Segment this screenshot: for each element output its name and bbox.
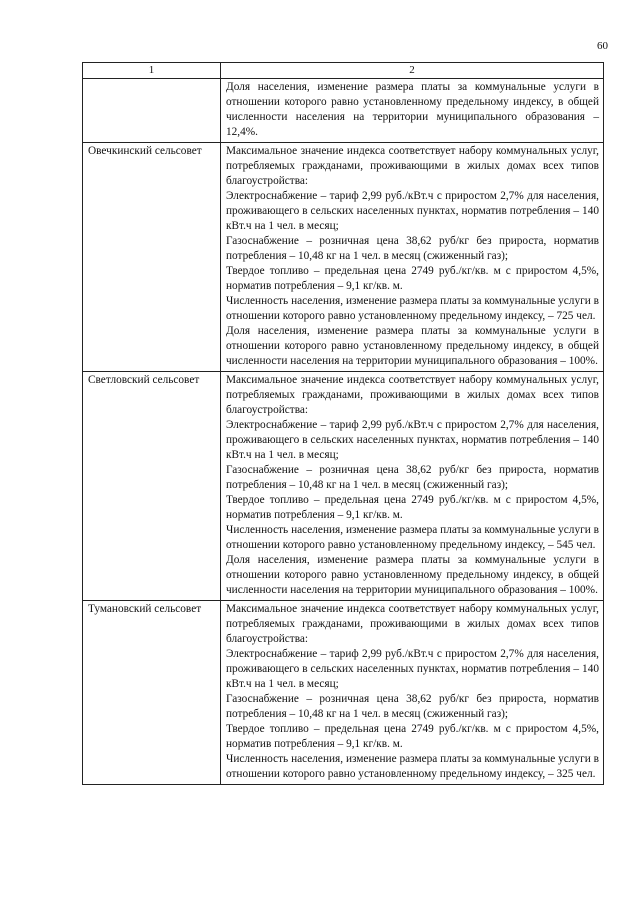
table-row [83, 372, 604, 601]
description-paragraph: Твердое топливо – предельная цена 2749 руб./кг/кв. м с приростом 4,5%, норматив потребления – 9,1 кг/кв. м. [226, 494, 599, 521]
description-paragraph: Газоснабжение – розничная цена 38,62 руб/кг без прироста, норматив потребления – 10,48 кг на 1 чел. в месяц (сжиженный газ); [226, 235, 599, 262]
description-paragraph: Твердое топливо – предельная цена 2749 руб./кг/кв. м с приростом 4,5%, норматив потребления – 9,1 кг/кв. м. [226, 723, 599, 750]
description-paragraph: Газоснабжение – розничная цена 38,62 руб/кг без прироста, норматив потребления – 10,48 кг на 1 чел. в месяц (сжиженный газ); [226, 464, 599, 491]
column-header-2: 2 [221, 63, 604, 79]
description-paragraph: Максимальное значение индекса соответствует набору коммунальных услуг, потребляемых гражданами, проживающими в жилых домах всех типов благоустройства: [226, 603, 599, 645]
municipality-description [221, 601, 604, 785]
municipality-name [83, 79, 221, 143]
table-row [83, 143, 604, 372]
tariff-table [82, 62, 604, 785]
municipality-name: Овечкинский сельсовет [83, 143, 221, 372]
description-paragraph: Максимальное значение индекса соответствует набору коммунальных услуг, потребляемых гражданами, проживающими в жилых домах всех типов благоустройства: [226, 374, 599, 416]
table-row [83, 79, 604, 143]
column-header-1: 1 [83, 63, 221, 79]
page-number: 60 [597, 40, 608, 52]
table-header-row [83, 63, 604, 79]
description-paragraph: Твердое топливо – предельная цена 2749 руб./кг/кв. м с приростом 4,5%, норматив потребления – 9,1 кг/кв. м. [226, 265, 599, 292]
description-paragraph: Электроснабжение – тариф 2,99 руб./кВт.ч с приростом 2,7% для населения, проживающего в сельских населенных пунктах, норматив потребления – 140 кВт.ч на 1 чел. в месяц; [226, 419, 599, 461]
description-paragraph: Доля населения, изменение размера платы за коммунальные услуги в отношении которого равно установленному предельному индексу, в общей численности населения на территории муниципального образования – 100%. [226, 325, 599, 367]
description-paragraph: Электроснабжение – тариф 2,99 руб./кВт.ч с приростом 2,7% для населения, проживающего в сельских населенных пунктах, норматив потребления – 140 кВт.ч на 1 чел. в месяц; [226, 190, 599, 232]
description-paragraph: Доля населения, изменение размера платы за коммунальные услуги в отношении которого равно установленному предельному индексу, в общей численности населения на территории муниципального образования – 12,4%. [226, 81, 599, 138]
description-paragraph: Газоснабжение – розничная цена 38,62 руб/кг без прироста, норматив потребления – 10,48 кг на 1 чел. в месяц (сжиженный газ); [226, 693, 599, 720]
description-paragraph: Доля населения, изменение размера платы за коммунальные услуги в отношении которого равно установленному предельному индексу, в общей численности населения на территории муниципального образования – 100%. [226, 554, 599, 596]
description-paragraph: Электроснабжение – тариф 2,99 руб./кВт.ч с приростом 2,7% для населения, проживающего в сельских населенных пунктах, норматив потребления – 140 кВт.ч на 1 чел. в месяц; [226, 648, 599, 690]
description-paragraph: Численность населения, изменение размера платы за коммунальные услуги в отношении которого равно установленному предельному индексу, – 545 чел. [226, 524, 599, 551]
municipality-description [221, 79, 604, 143]
municipality-name: Светловский сельсовет [83, 372, 221, 601]
table-row [83, 601, 604, 785]
municipality-description [221, 372, 604, 601]
description-paragraph: Численность населения, изменение размера платы за коммунальные услуги в отношении которого равно установленному предельному индексу, – 725 чел. [226, 295, 599, 322]
description-paragraph: Численность населения, изменение размера платы за коммунальные услуги в отношении которого равно установленному предельному индексу, – 325 чел. [226, 753, 599, 780]
description-paragraph: Максимальное значение индекса соответствует набору коммунальных услуг, потребляемых гражданами, проживающими в жилых домах всех типов благоустройства: [226, 145, 599, 187]
municipality-name: Тумановский сельсовет [83, 601, 221, 785]
municipality-description [221, 143, 604, 372]
